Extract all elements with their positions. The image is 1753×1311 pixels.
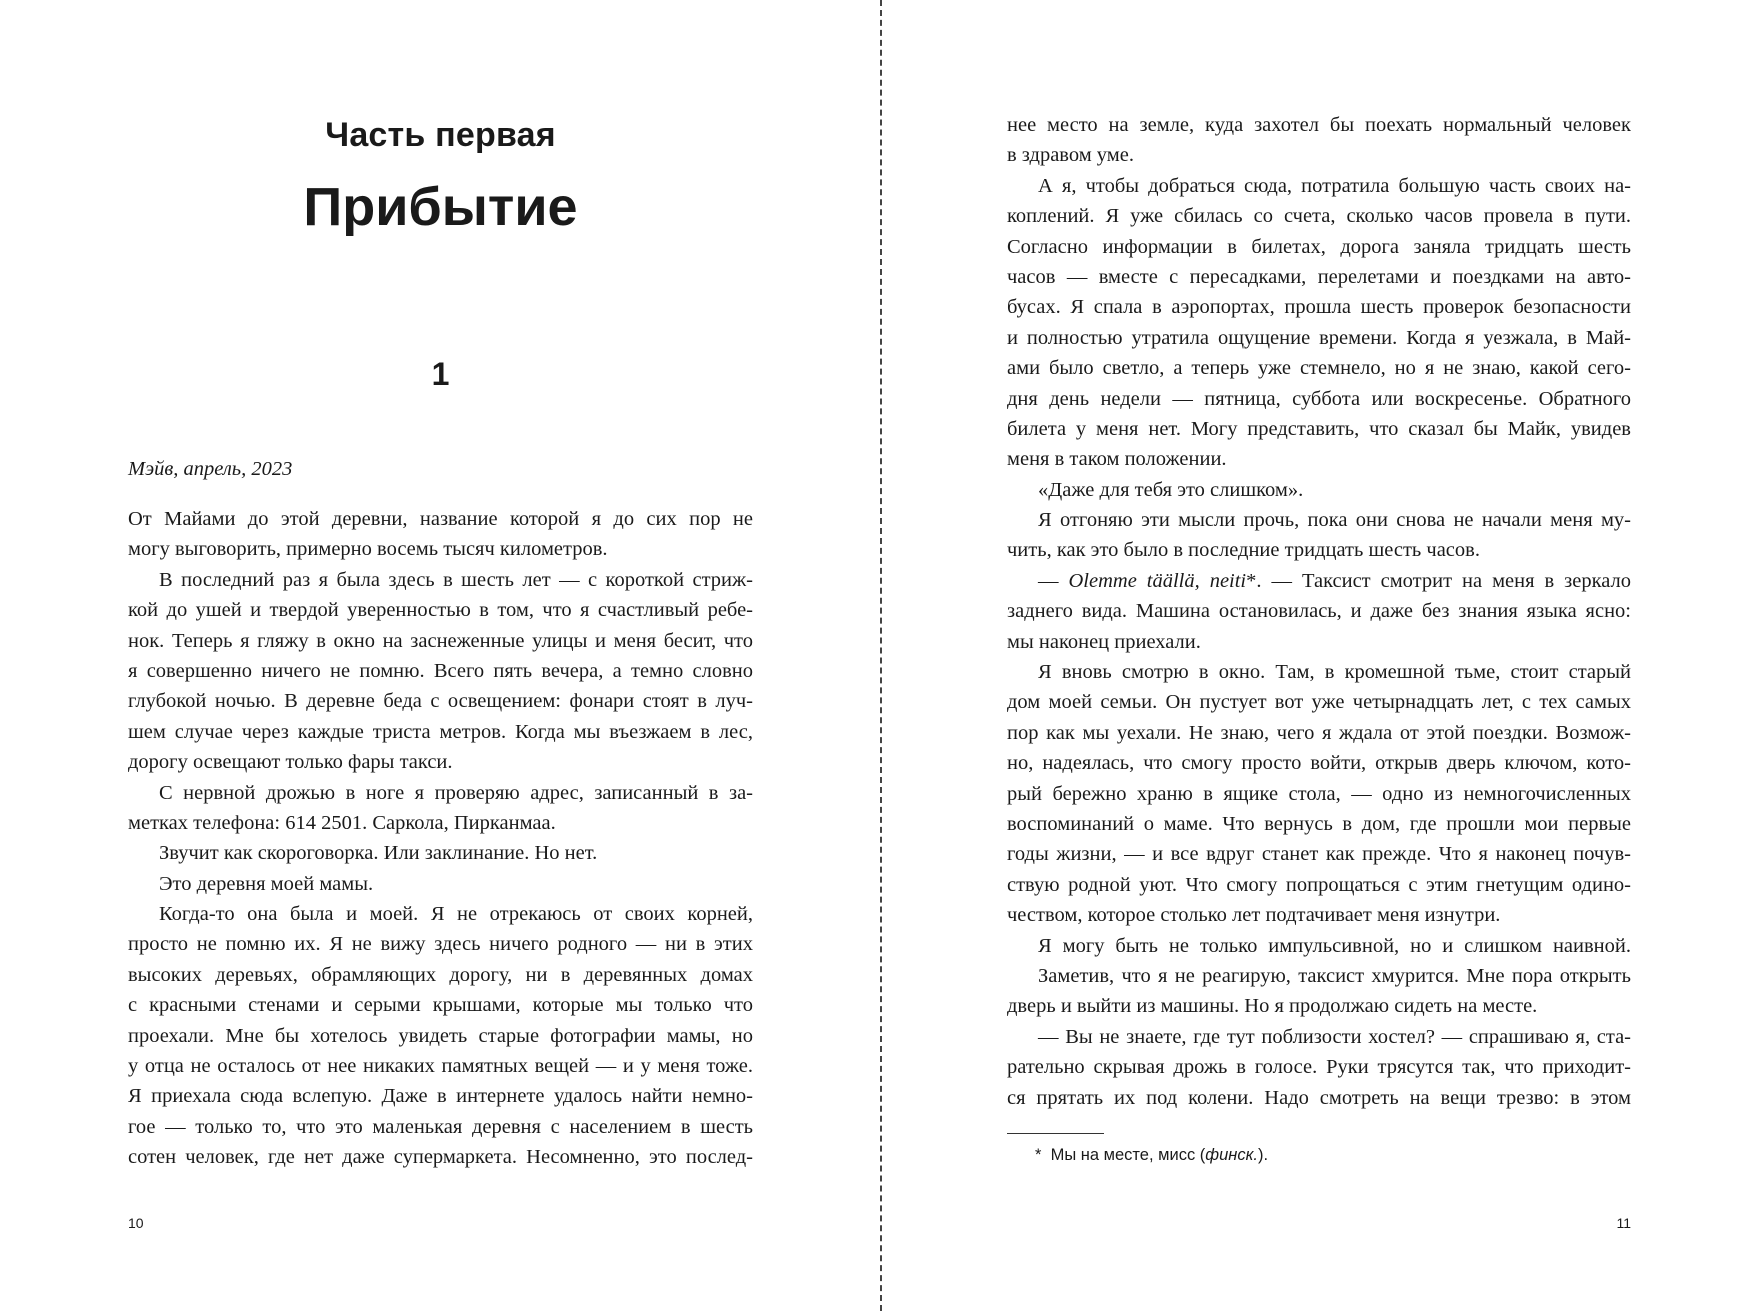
left-body-text	[128, 504, 753, 1173]
footnote-lang: финск.	[1205, 1146, 1258, 1164]
text-line: Я отгоняю эти мысли прочь, пока они снова не начали меня му-	[1038, 509, 1631, 532]
text-line: проехали. Мне бы хотелось увидеть старые фотографии мамы, но	[128, 1024, 753, 1047]
text-line: с красными стенами и серыми крышами, которые мы только что	[128, 994, 753, 1017]
page-number-right: 11	[1616, 1215, 1631, 1231]
text-line: Звучит как скороговорка. Или заклинание. Но нет.	[159, 842, 598, 865]
left-page	[128, 0, 753, 1311]
text-line: гое — только то, что это маленькая деревня с населением в шесть	[128, 1115, 753, 1138]
text-line: билета у меня нет. Могу представить, что сказал бы Майк, увидев	[1007, 417, 1631, 440]
text-line: — Вы не знаете, где тут поблизости хостел? — спрашиваю я, ста-	[1038, 1025, 1631, 1048]
text-line: меня в таком положении.	[1007, 448, 1227, 471]
text-line: высоких деревьях, обрамляющих дорогу, ни в деревянных домах	[128, 963, 753, 986]
text-line: чеством, которое столько лет подтачивает меня изнутри.	[1007, 904, 1501, 927]
footnote-rule	[1007, 1133, 1104, 1134]
text-line: в здравом уме.	[1007, 144, 1134, 167]
text-line: Я приехала сюда вслепую. Даже в интернете удалось найти немно-	[128, 1085, 753, 1108]
text-line: нок. Теперь я гляжу в окно на заснеженные улицы и меня бесит, что	[128, 629, 753, 652]
text-line: дорогу освещают только фары такси.	[128, 751, 453, 774]
text-line: А я, чтобы добраться сюда, потратила большую часть своих на-	[1038, 174, 1631, 197]
text-line: годы жизни, — и все вдруг станет как прежде. Что я наконец почув-	[1007, 843, 1631, 866]
dash: —	[1038, 569, 1059, 592]
text-line: От Майами до этой деревни, название которой я до сих пор не	[128, 508, 753, 530]
text-line: Я вновь смотрю в окно. Там, в кромешной тьме, стоит старый	[1038, 661, 1631, 684]
footnote-close: ).	[1257, 1146, 1269, 1164]
page-fold-divider	[880, 0, 882, 1311]
text-line: В последний раз я была здесь в шесть лет — с короткой стриж-	[159, 568, 753, 591]
text-line: заднего вида. Машина остановилась, и даже без знания языка ясно:	[1007, 600, 1631, 623]
text-line: глубокой ночью. В деревне беда с освещением: фонари стоят в луч-	[128, 690, 753, 713]
text-line: Я могу быть не только импульсивной, но и слишком наивной.	[1038, 934, 1631, 957]
page-number-left: 10	[128, 1215, 144, 1231]
text-line: дня день недели — пятница, суббота или воскресенье. Обратного	[1007, 387, 1631, 410]
line-rest: *. — Таксист смотрит на меня в зеркало	[1246, 569, 1632, 592]
text-line: С нервной дрожью в ноге я проверяю адрес, записанный в за-	[159, 781, 753, 804]
part-label: Часть первая	[325, 116, 556, 154]
text-line: часов — вместе с пересадками, перелетами и поездками на авто-	[1007, 265, 1631, 288]
text-line: нее место на земле, куда захотел бы поехать нормальный человек	[1007, 114, 1631, 136]
text-line: коплений. Я уже сбилась со счета, сколько часов провела в пути.	[1007, 205, 1631, 228]
text-line: кой до ушей и твердой уверенностью в том, что я счастливый ребе-	[128, 599, 753, 622]
text-line: Когда-то она была и моей. Я не отрекаюсь от своих корней,	[159, 903, 753, 926]
finnish-phrase: Olemme täällä, neiti	[1068, 569, 1247, 592]
text-line: я совершенно ничего не помню. Всего пять вечера, а темно словно	[128, 659, 753, 682]
text-line: Согласно информации в билетах, дорога заняла тридцать шесть	[1007, 235, 1631, 258]
chapter-epigraph: Мэйв, апрель, 2023	[128, 458, 293, 480]
text-line: у отца не осталось от нее никаких памятных вещей — и у меня тоже.	[128, 1055, 753, 1078]
text-line: дверь и выйти из машины. Но я продолжаю сидеть на месте.	[1007, 995, 1538, 1018]
footnote-text: Мы на месте, мисс (	[1050, 1146, 1206, 1164]
right-page	[1007, 0, 1631, 1311]
text-line: дом моей семьи. Он пустует вот уже четырнадцать лет, с тех самых	[1007, 691, 1631, 714]
text-line: мы наконец приехали.	[1007, 630, 1201, 653]
text-line: просто не помню их. Я не вижу здесь ничего родного — ни в этих	[128, 933, 753, 956]
text-line: пор как мы уехали. Не знаю, чего я ждала от этой поездки. Возмож-	[1007, 721, 1631, 744]
text-line: ся прятать их под колени. Надо смотреть на вещи трезво: в этом	[1007, 1086, 1631, 1109]
chapter-number: 1	[431, 356, 450, 392]
text-line: и полностью утратила ощущение времени. Когда я уезжала, в Май-	[1007, 326, 1631, 349]
text-line: сотен человек, где нет даже супермаркета. Несомненно, это послед-	[128, 1146, 753, 1169]
text-line: могу выговорить, примерно восемь тысяч километров.	[128, 538, 608, 561]
text-line: чить, как это было в последние тридцать шесть часов.	[1007, 539, 1480, 562]
text-line: Заметив, что я не реагирую, таксист хмурится. Мне пора открыть	[1038, 964, 1631, 987]
part-title: Прибытие	[303, 177, 578, 237]
right-body-text	[1007, 110, 1631, 1113]
text-line: ами было светло, а теперь уже стемнело, но я не знаю, какой сего-	[1007, 357, 1631, 380]
footnote	[1035, 1146, 1625, 1165]
text-line: «Даже для тебя это слишком».	[1038, 478, 1304, 501]
text-line-dialogue	[1007, 566, 1631, 596]
text-line: воспоминаний о маме. Что вернусь в дом, где прошли мои первые	[1007, 812, 1631, 835]
text-line: бусах. Я спала в аэропортах, прошла шесть проверок безопасности	[1007, 296, 1631, 319]
footnote-marker: *	[1035, 1146, 1042, 1164]
text-line: Это деревня моей мамы.	[159, 872, 374, 895]
text-line: рый бережно храню в ящике стола, — одно из немногочисленных	[1007, 782, 1631, 805]
text-line: но, надеялась, что смогу просто войти, открыв дверь ключом, кото-	[1007, 752, 1631, 775]
text-line: метках телефона: 614 2501. Саркола, Пирканмаа.	[128, 811, 556, 834]
text-line: рательно скрывая дрожь в голосе. Руки трясутся так, что приходит-	[1007, 1056, 1631, 1079]
text-line: ствую родной уют. Что смогу попрощаться с этим гнетущим одино-	[1007, 873, 1631, 896]
text-line: шем случае через каждые триста метров. Когда мы въезжаем в лес,	[128, 720, 753, 743]
